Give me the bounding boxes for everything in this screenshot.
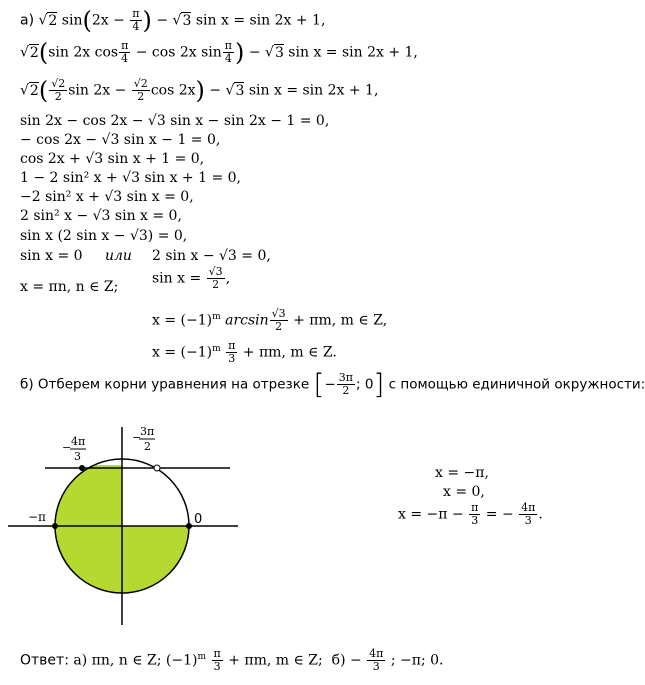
label-minus: − <box>62 441 72 454</box>
step-12-left: x = πn, n ∈ Z; <box>20 279 119 295</box>
step-4: sin 2x − cos 2x − √3 sin x − sin 2x − 1 = 0, <box>20 113 330 129</box>
step-9: 2 sin² x − √3 sin x = 0, <box>20 208 182 224</box>
point-minus-4pi-3 <box>79 465 85 471</box>
step-14: $x = (-1)^m$ $\frac{\pi}{3}$ + πm, m ∈ Z. <box>152 339 337 366</box>
answer-label: Ответ: <box>20 652 69 669</box>
solution-1: x = −π, <box>435 465 489 481</box>
step-10: sin x (2 sin x − √3) = 0, <box>20 228 188 244</box>
unit-circle-diagram <box>0 415 240 645</box>
solution-2: x = 0, <box>443 484 485 500</box>
label-3: 3 <box>74 450 81 463</box>
label-3pi: 3π <box>140 425 155 438</box>
point-minus-pi <box>52 523 58 529</box>
step-6: cos 2x + √3 sin x + 1 = 0, <box>20 151 205 167</box>
point-excluded <box>154 465 160 471</box>
step-3: √2( $\frac{√2}{2}$ sin 2x − $\frac{√2}{2}$ cos 2x) − √3 sin x = sin 2x + 1, <box>20 76 379 105</box>
shaded-left-half <box>55 465 122 595</box>
label-zero: 0 <box>194 512 203 527</box>
step-7: 1 − 2 sin² x + √3 sin x + 1 = 0, <box>20 170 241 186</box>
label-4pi: 4π <box>71 435 86 448</box>
step-12-right: sin x = $\frac{√3}{2}$ , <box>152 265 231 291</box>
step-2: √2(sin 2x cos $\frac{\pi}{4}$ − cos 2x sin $\frac{\pi}{4}$ ) − √3 sin x = sin 2x + 1, <box>20 38 418 67</box>
step-5: − cos 2x − √3 sin x − 1 = 0, <box>20 132 221 148</box>
solution-3: x = −π − $\frac{\pi}{3}$ = − $\frac{4\pi}{3}$ . <box>398 501 543 527</box>
point-zero <box>186 523 192 529</box>
step-1: а) √2 sin(2x − $\frac{\pi}{4}$ ) − √3 sin x = sin 2x + 1, <box>20 6 326 35</box>
or-word: или <box>105 248 132 264</box>
step-11-right: 2 sin x − √3 = 0, <box>152 248 271 264</box>
label-2: 2 <box>144 440 151 453</box>
shaded-bottom-right <box>122 526 192 596</box>
step-13: $x = (-1)^m$ arcsin $\frac{√3}{2}$ + πm, m ∈ Z, <box>152 307 388 334</box>
label-minus-2: − <box>132 431 142 444</box>
step-8: −2 sin² x + √3 sin x = 0, <box>20 189 194 205</box>
part-a-label: а) <box>20 12 35 29</box>
label-minus-pi: −π <box>28 510 46 524</box>
part-b-text: б) Отберем корни уравнения на отрезке [− $\frac{3\pi}{2}$ ; 0] с помощью единичной окружности: <box>20 367 645 401</box>
answer: Ответ: а) πn, n ∈ Z; $(-1)^m$ $\frac{\pi}{3}$ + πm, m ∈ Z; б) − $\frac{4\pi}{3}$ ; −π; 0. <box>20 647 444 674</box>
step-11-left: sin x = 0 <box>20 248 83 264</box>
